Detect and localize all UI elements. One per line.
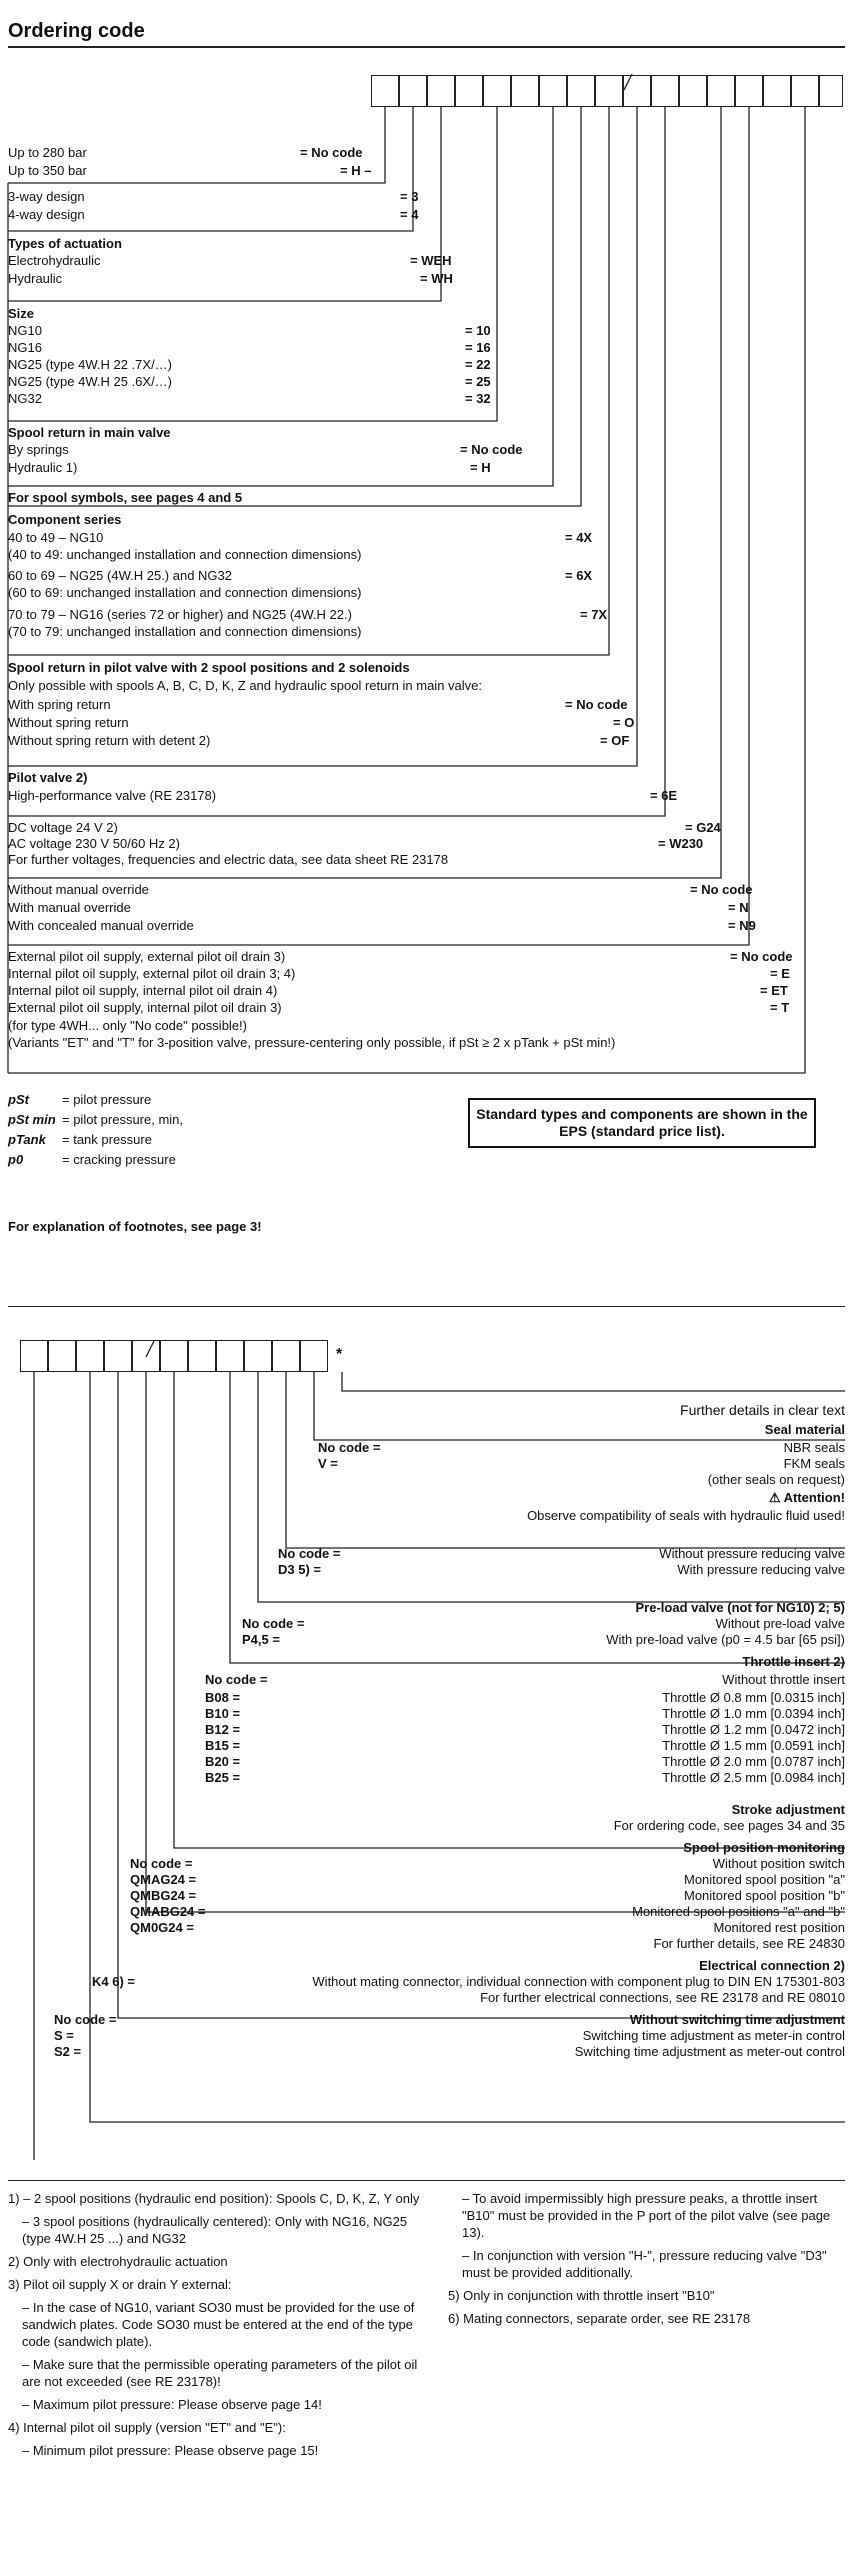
option-code: = 3 (400, 189, 419, 204)
option-description: Throttle Ø 1.2 mm [0.0472 inch] (662, 1722, 845, 1737)
option-code: = 16 (465, 340, 491, 355)
option-description: Throttle insert 2) (742, 1654, 845, 1669)
option-label: 3-way design (8, 189, 85, 204)
option-description: Throttle Ø 2.0 mm [0.0787 inch] (662, 1754, 845, 1769)
option-description: Stroke adjustment (731, 1802, 845, 1817)
option-code: = 6E (650, 788, 678, 803)
option-label: DC voltage 24 V 2) (8, 820, 118, 835)
option-code: P4,5 = (242, 1632, 280, 1647)
footnote: 6) Mating connectors, separate order, see RE 23178 (448, 2311, 751, 2326)
footnote: – In conjunction with version "H-", pressure reducing valve "D3" must be provided additionally. (462, 2248, 827, 2280)
option-description: With pressure reducing valve (677, 1562, 845, 1577)
option-description: Without throttle insert (722, 1672, 845, 1687)
option-label: External pilot oil supply, internal pilot oil drain 3) (8, 1000, 282, 1015)
option-code: = 32 (465, 391, 491, 406)
option-description: With pre-load valve (p0 = 4.5 bar [65 psi]) (606, 1632, 845, 1647)
footnote: – Minimum pilot pressure: Please observe page 15! (22, 2443, 319, 2458)
option-label: With manual override (8, 900, 131, 915)
option-description: Throttle Ø 1.0 mm [0.0394 inch] (662, 1706, 845, 1721)
page-title: Ordering code (8, 20, 145, 42)
option-code: = 10 (465, 323, 491, 338)
option-description: Throttle Ø 2.5 mm [0.0984 inch] (662, 1770, 845, 1785)
option-description: Without mating connector, individual connection with component plug to DIN EN 175301-803 (312, 1974, 845, 1989)
option-code: QMAG24 = (130, 1872, 197, 1887)
option-code: = ET (760, 983, 788, 998)
option-label: With concealed manual override (8, 918, 194, 933)
option-description: Throttle Ø 0.8 mm [0.0315 inch] (662, 1690, 845, 1705)
option-description: Without pre-load valve (715, 1616, 845, 1631)
option-code: = H – (340, 163, 372, 178)
option-code: = H (470, 460, 491, 475)
option-label: With spring return (8, 697, 111, 712)
option-code: S = (54, 2028, 74, 2043)
option-code: = G24 (685, 820, 721, 835)
option-description: FKM seals (783, 1456, 845, 1471)
option-label: (for type 4WH... only "No code" possible!) (8, 1018, 247, 1033)
option-code: K4 6) = (92, 1974, 135, 1989)
option-code: No code = (278, 1546, 341, 1561)
option-code: B25 = (205, 1770, 241, 1785)
option-code: QM0G24 = (130, 1920, 194, 1935)
standard-types-note: Standard types and components are shown in the EPS (standard price list). (468, 1098, 816, 1148)
option-description: (other seals on request) (707, 1472, 845, 1487)
option-code: B08 = (205, 1690, 241, 1705)
option-code: B20 = (205, 1754, 241, 1769)
footnote: 2) Only with electrohydraulic actuation (8, 2254, 228, 2269)
option-label: Up to 280 bar (8, 145, 87, 160)
option-description: Monitored spool position "a" (684, 1872, 845, 1887)
option-label: Internal pilot oil supply, internal pilot oil drain 4) (8, 983, 278, 998)
option-label: NG25 (type 4W.H 22 .7X/…) (8, 357, 173, 372)
option-code: = OF (600, 733, 630, 748)
legend-symbol: pTank (8, 1132, 46, 1147)
asterisk-mark: * (336, 1346, 343, 1363)
option-label: 40 to 49 – NG10 (8, 530, 104, 545)
option-label: Hydraulic (8, 271, 63, 286)
option-description: For ordering code, see pages 34 and 35 (613, 1818, 845, 1833)
footnote: – Make sure that the permissible operating parameters of the pilot oil are not exceeded (see RE 23178)! (22, 2357, 418, 2389)
option-description: Throttle Ø 1.5 mm [0.0591 inch] (662, 1738, 845, 1753)
option-code: QMBG24 = (130, 1888, 197, 1903)
option-code: V = (318, 1456, 338, 1471)
option-code: = No code (565, 697, 628, 712)
option-description: Monitored spool position "b" (684, 1888, 845, 1903)
option-code: = 4 (400, 207, 419, 222)
option-label: Internal pilot oil supply, external pilot oil drain 3; 4) (8, 966, 296, 981)
option-code: = No code (460, 442, 523, 457)
option-description: For further details, see RE 24830 (653, 1936, 845, 1951)
footnote: – To avoid impermissibly high pressure peaks, a throttle insert "B10" must be provided in the P port of the pilot valve (see page 13). (462, 2191, 831, 2240)
option-label: Electrohydraulic (8, 253, 101, 268)
option-label: 70 to 79 – NG16 (series 72 or higher) and NG25 (4W.H 22.) (8, 607, 352, 622)
option-description: ⚠ Attention! (768, 1490, 845, 1505)
option-label: Only possible with spools A, B, C, D, K, Z and hydraulic spool return in main valve: (8, 678, 482, 693)
option-label: High-performance valve (RE 23178) (8, 788, 217, 803)
option-code: = W230 (658, 836, 704, 851)
option-label: AC voltage 230 V 50/60 Hz 2) (8, 836, 180, 851)
option-label: Up to 350 bar (8, 163, 87, 178)
option-code: No code = (54, 2012, 117, 2027)
option-code: B15 = (205, 1738, 241, 1753)
footnotes-left (8, 2190, 428, 2465)
option-label: NG25 (type 4W.H 25 .6X/…) (8, 374, 173, 389)
option-description: Without position switch (712, 1856, 845, 1871)
option-code: No code = (130, 1856, 193, 1871)
option-description: Pre-load valve (not for NG10) 2; 5) (635, 1600, 845, 1615)
legend-symbol: pSt (8, 1092, 29, 1107)
option-label: Component series (8, 512, 122, 527)
option-label: External pilot oil supply, external pilot oil drain 3) (8, 949, 286, 964)
option-code: No code = (205, 1672, 268, 1687)
legend-symbol: p0 (8, 1152, 24, 1167)
option-code: = T (770, 1000, 790, 1015)
option-description: Without switching time adjustment (629, 2012, 845, 2027)
option-label: Size (8, 306, 35, 321)
option-label: Pilot valve 2) (8, 770, 88, 785)
footnotes-right (448, 2190, 843, 2333)
legend-definition: = pilot pressure (62, 1092, 152, 1107)
option-code: = 4X (565, 530, 593, 545)
option-code: B10 = (205, 1706, 241, 1721)
footnote: – Maximum pilot pressure: Please observe page 14! (22, 2397, 322, 2412)
footnote: 1) – 2 spool positions (hydraulic end position): Spools C, D, K, Z, Y only (8, 2191, 420, 2206)
option-code: = 22 (465, 357, 491, 372)
option-label: Without manual override (8, 882, 149, 897)
option-description: Without pressure reducing valve (659, 1546, 845, 1561)
option-code: B12 = (205, 1722, 241, 1737)
footnote: 4) Internal pilot oil supply (version "ET" and "E"): (8, 2420, 286, 2435)
option-code: = No code (690, 882, 753, 897)
option-label: For spool symbols, see pages 4 and 5 (8, 490, 243, 505)
option-code: No code = (242, 1616, 305, 1631)
option-label: Without spring return (8, 715, 129, 730)
option-label: (40 to 49: unchanged installation and connection dimensions) (8, 547, 362, 562)
option-description: Observe compatibility of seals with hydraulic fluid used! (527, 1508, 845, 1523)
option-description: NBR seals (783, 1440, 845, 1455)
option-description: Monitored spool positions "a" and "b" (632, 1904, 845, 1919)
legend-definition: = pilot pressure, min, (62, 1112, 184, 1127)
option-code: = 7X (580, 607, 608, 622)
option-code: S2 = (54, 2044, 82, 2059)
option-label: Spool return in pilot valve with 2 spool positions and 2 solenoids (8, 660, 410, 675)
footnote: 5) Only in conjunction with throttle insert "B10" (448, 2288, 715, 2303)
option-label: NG10 (8, 323, 42, 338)
option-label: Hydraulic 1) (8, 460, 78, 475)
option-code: D3 5) = (278, 1562, 321, 1577)
footnote: – In the case of NG10, variant SO30 must be provided for the use of sandwich plates. Code SO30 must be entered at the end of the type code (sandwich plate). (22, 2300, 415, 2349)
legend-definition: = tank pressure (62, 1132, 152, 1147)
footnote: – 3 spool positions (hydraulically centered): Only with NG16, NG25 (type 4W.H 25 ...) and NG32 (22, 2214, 408, 2246)
option-code: = WEH (410, 253, 452, 268)
footnote-reference: For explanation of footnotes, see page 3! (8, 1219, 262, 1234)
option-description: Electrical connection 2) (699, 1958, 845, 1973)
option-code: = 6X (565, 568, 593, 583)
option-description: For further electrical connections, see RE 23178 and RE 08010 (480, 1990, 845, 2005)
option-code: QMABG24 = (130, 1904, 206, 1919)
option-label: NG16 (8, 340, 42, 355)
option-label: Without spring return with detent 2) (8, 733, 211, 748)
option-description: Spool position monitoring (683, 1840, 845, 1855)
option-description: Seal material (764, 1422, 845, 1437)
option-label: (70 to 79: unchanged installation and connection dimensions) (8, 624, 362, 639)
option-label: Spool return in main valve (8, 425, 171, 440)
option-code: = WH (420, 271, 453, 286)
further-details-text: Further details in clear text (680, 1402, 845, 1418)
option-label: For further voltages, frequencies and electric data, see data sheet RE 23178 (8, 852, 449, 867)
option-code: = O (613, 715, 635, 730)
option-code: = N (728, 900, 749, 915)
legend-symbol: pSt min (8, 1112, 56, 1127)
option-code: = 25 (465, 374, 491, 389)
option-label: By springs (8, 442, 69, 457)
option-description: Switching time adjustment as meter-in control (582, 2028, 845, 2043)
option-label: NG32 (8, 391, 42, 406)
option-description: Switching time adjustment as meter-out control (574, 2044, 845, 2059)
footnote: 3) Pilot oil supply X or drain Y external: (8, 2277, 232, 2292)
option-label: 60 to 69 – NG25 (4W.H 25.) and NG32 (8, 568, 233, 583)
option-label: 4-way design (8, 207, 85, 222)
legend-definition: = cracking pressure (62, 1152, 176, 1167)
option-code: = No code (730, 949, 793, 964)
option-code: = N9 (728, 918, 756, 933)
option-code: No code = (318, 1440, 381, 1455)
option-label: (60 to 69: unchanged installation and connection dimensions) (8, 585, 362, 600)
option-code: = No code (300, 145, 363, 160)
option-description: Monitored rest position (713, 1920, 845, 1935)
option-label: Types of actuation (8, 236, 122, 251)
option-label: (Variants "ET" and "T" for 3-position valve, pressure-centering only possible, if pSt ≥ 2 x pTank + pSt min!) (8, 1035, 616, 1050)
footnotes-divider (8, 2180, 845, 2181)
option-code: = E (770, 966, 790, 981)
